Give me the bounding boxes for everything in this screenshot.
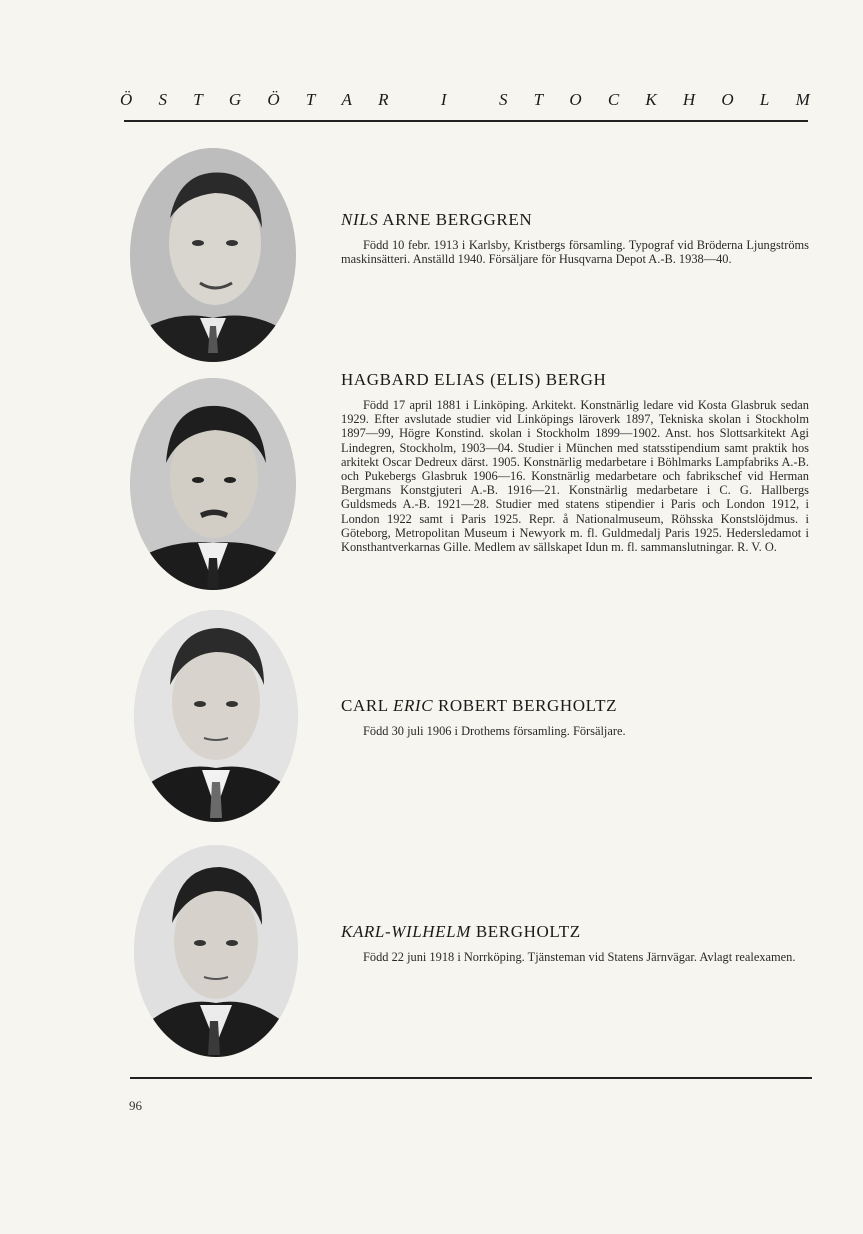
footer-rule [130, 1077, 812, 1079]
name-italic: KARL-WILHELM [341, 922, 471, 941]
name-italic: ERIC [392, 696, 434, 715]
running-head-letter: O [569, 90, 582, 109]
running-head-letter: S [158, 90, 167, 109]
running-head-letter: K [645, 90, 657, 109]
entry-bio: Född 30 juli 1906 i Drothems församling. Försäljare. [363, 724, 626, 738]
entry-bio: Född 10 febr. 1913 i Karlsby, Kristbergs församling. Typograf vid Bröderna Ljungströms maskinsätteri. Anställd 1940. Försäljare för Husqvarna Depot A.-B. 1938—40. [341, 238, 809, 267]
running-head-letter: R [378, 90, 389, 109]
entry-name [341, 210, 809, 230]
running-head-letter: S [498, 90, 508, 109]
portrait-karl-wilhelm-bergholtz [134, 845, 298, 1057]
running-head-letter: T [193, 90, 203, 109]
header-rule [124, 120, 808, 122]
name-rest: BERGHOLTZ [470, 922, 581, 941]
running-head-letter: T [305, 90, 316, 109]
entry-karl-wilhelm-bergholtz [341, 922, 809, 964]
name-rest: ARNE BERGGREN [378, 210, 533, 229]
page-number: 96 [129, 1098, 142, 1113]
running-head-letter: Ö [267, 90, 280, 109]
name-rest: ROBERT BERGHOLTZ [433, 696, 618, 715]
running-head-letter: H [682, 90, 696, 109]
running-head-letter: A [341, 90, 352, 109]
portrait-eric-bergholtz [134, 610, 298, 822]
entry-bio: Född 22 juni 1918 i Norrköping. Tjänsteman vid Statens Järnvägar. Avlagt realexamen. [363, 950, 796, 964]
name-italic: NILS [341, 210, 379, 229]
running-head [120, 90, 810, 110]
entry-name: HAGBARD ELIAS (ELIS) BERGH [341, 370, 607, 389]
running-head-letter: C [607, 90, 620, 109]
running-head-letter: M [795, 90, 810, 109]
name-pre: CARL [341, 696, 393, 715]
entry-nils-berggren [341, 210, 809, 266]
portrait-elis-bergh [130, 378, 296, 590]
running-head-letter: L [759, 90, 770, 109]
running-head-letter: O [721, 90, 734, 109]
running-head-letter: G [228, 90, 242, 109]
entry-name [341, 922, 809, 942]
entry-elis-bergh [341, 370, 809, 554]
portrait-nils-berggren [130, 148, 296, 362]
running-head-letter: I [440, 90, 447, 109]
running-head-letters [120, 90, 810, 110]
entry-bio: Född 17 april 1881 i Linköping. Arkitekt. Konstnärlig ledare vid Kosta Glasbruk sedan 1929. Efter avslutade studier vid Linköpings läroverk 1897, Tekniska skolan i Stockholm 1897—99, Högre Konstind. skolan i Stockholm 1899—1902. Anst. hos Slottsarkitekt Agi Lindegren, Stockholm, 1903—04. Studier i München med statsstipendium samt praktik hos arkitekt Oscar Dedreux därst. 1905. Konstnärlig medarbetare i Böhlmarks Lampfabriks A.-B. och Pukebergs Glasbruk 1906—16. Konstnärlig medarbetare och fabrikschef vid Herman Bergmans Konstgjuteri A.-B. 1916—21. Konstnärlig medarbetare i C. G. Hallbergs Guldsmeds A.-B. 1921—28. Studier med statens stipendier i Paris och London 1912, i London 1922 samt i Paris 1925. Repr. å Nationalmuseum, Röhsska Konstslöjdmus. i Göteborg, Metropolitan Museum i Newyork m. fl. Guldmedalj Paris 1925. Hedersledamot i Konsthantverkarnas Gille. Medlem av sällskapet Idun m. fl. sammanslutningar. R. V. O. [341, 398, 809, 555]
running-head-letter: T [533, 90, 544, 109]
entry-eric-bergholtz [341, 696, 809, 738]
entry-name [341, 696, 809, 716]
running-head-letter: Ö [120, 90, 133, 109]
